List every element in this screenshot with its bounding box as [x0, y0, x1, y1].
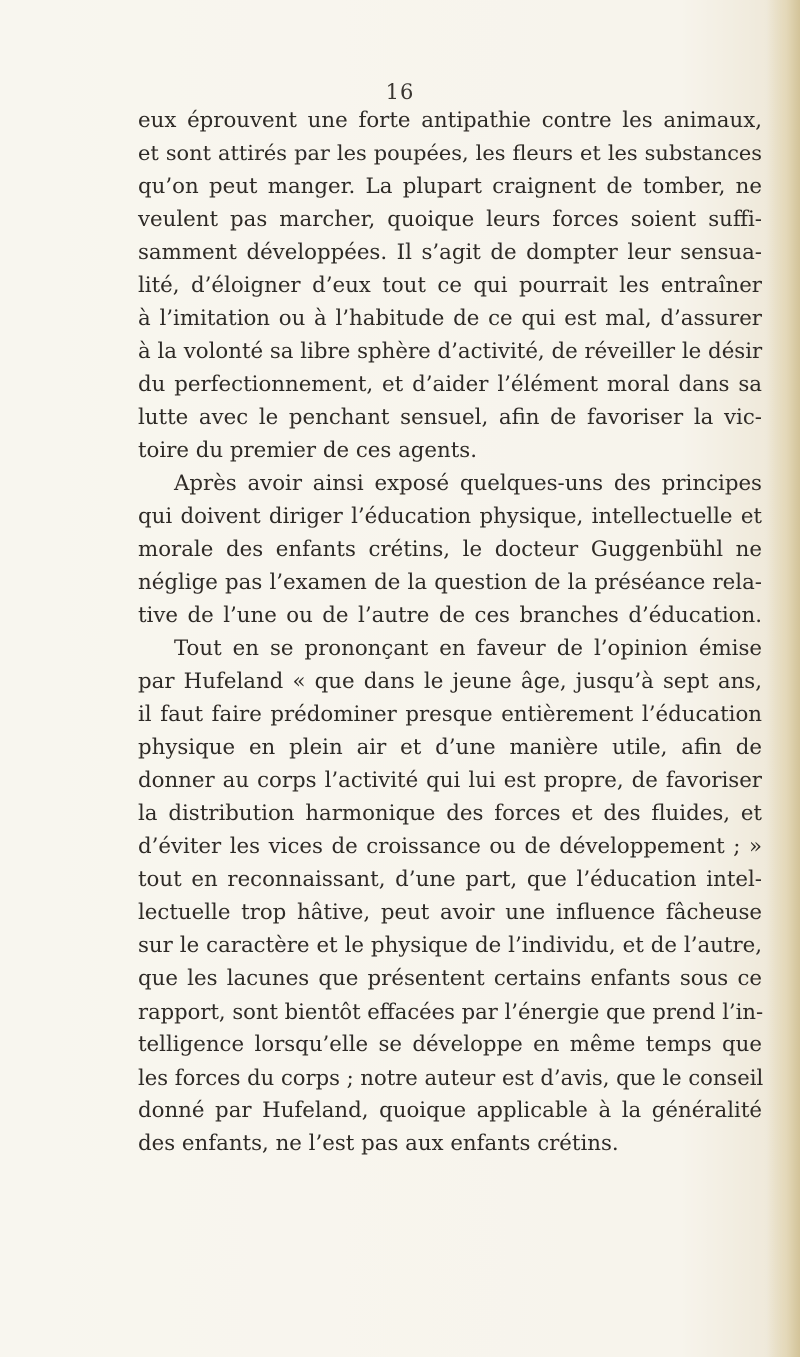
text-line: que les lacunes que présentent certains enfants sous ce [138, 966, 762, 991]
text-line: par Hufeland « que dans le jeune âge, jusqu’à sept ans, [138, 669, 762, 694]
text-line: à la volonté sa libre sphère d’activité, de réveiller le désir [138, 339, 763, 364]
text-line: la distribution harmonique des forces et des fluides, et [138, 801, 762, 826]
text-line: lectuelle trop hâtive, peut avoir une influence fâcheuse [138, 900, 762, 925]
paragraph-end-line: toire du premier de ces agents. [138, 438, 477, 463]
page-number: 16 [385, 80, 415, 104]
text-line: qui doivent diriger l’éducation physique, intellectuelle et [138, 504, 762, 529]
text-line: donner au corps l’activité qui lui est propre, de favoriser [138, 768, 762, 793]
page-edge-shading [766, 0, 800, 1357]
text-line: tive de l’une ou de l’autre de ces branches d’éducation. [138, 603, 762, 628]
text-line: et sont attirés par les poupées, les fleurs et les substances [138, 141, 762, 165]
paragraph-start-line: Tout en se prononçant en faveur de l’opinion émise [174, 636, 762, 661]
text-line: rapport, sont bientôt effacées par l’énergie que prend l’in- [138, 999, 764, 1024]
text-line: les forces du corps ; notre auteur est d’avis, que le conseil [138, 1065, 764, 1090]
paragraph-start-line: Après avoir ainsi exposé quelques-uns des principes [174, 471, 762, 496]
text-line: donné par Hufeland, quoique applicable à la généralité [138, 1098, 762, 1123]
text-line: néglige pas l’examen de la question de la préséance rela- [138, 570, 762, 595]
text-line: qu’on peut manger. La plupart craignent de tomber, ne [138, 174, 762, 199]
text-line: il faut faire prédominer presque entièrement l’éducation [138, 702, 762, 727]
text-line: d’éviter les vices de croissance ou de développement ; » [138, 834, 762, 859]
text-line: tout en reconnaissant, d’une part, que l’éducation intel- [138, 867, 762, 892]
text-line: veulent pas marcher, quoique leurs forces soient suffi- [138, 207, 762, 232]
text-line: à l’imitation ou à l’habitude de ce qui est mal, d’assurer [138, 306, 762, 331]
text-line: morale des enfants crétins, le docteur Guggenbühl ne [138, 537, 762, 562]
text-line: telligence lorsqu’elle se développe en même temps que [138, 1032, 762, 1057]
text-line: samment développées. Il s’agit de dompter leur sensua- [138, 240, 762, 265]
body-text [138, 104, 762, 1160]
text-line: physique en plein air et d’une manière utile, afin de [138, 735, 762, 760]
text-line: sur le caractère et le physique de l’individu, et de l’autre, [138, 933, 762, 958]
text-line: eux éprouvent une forte antipathie contre les animaux, [138, 108, 762, 133]
text-line: du perfectionnement, et d’aider l’élément moral dans sa [138, 372, 762, 397]
text-line: lutte avec le penchant sensuel, afin de favoriser la vic- [138, 405, 762, 430]
text-line: lité, d’éloigner d’eux tout ce qui pourrait les entraîner [138, 273, 762, 298]
paragraph-end-line: des enfants, ne l’est pas aux enfants crétins. [138, 1131, 619, 1156]
